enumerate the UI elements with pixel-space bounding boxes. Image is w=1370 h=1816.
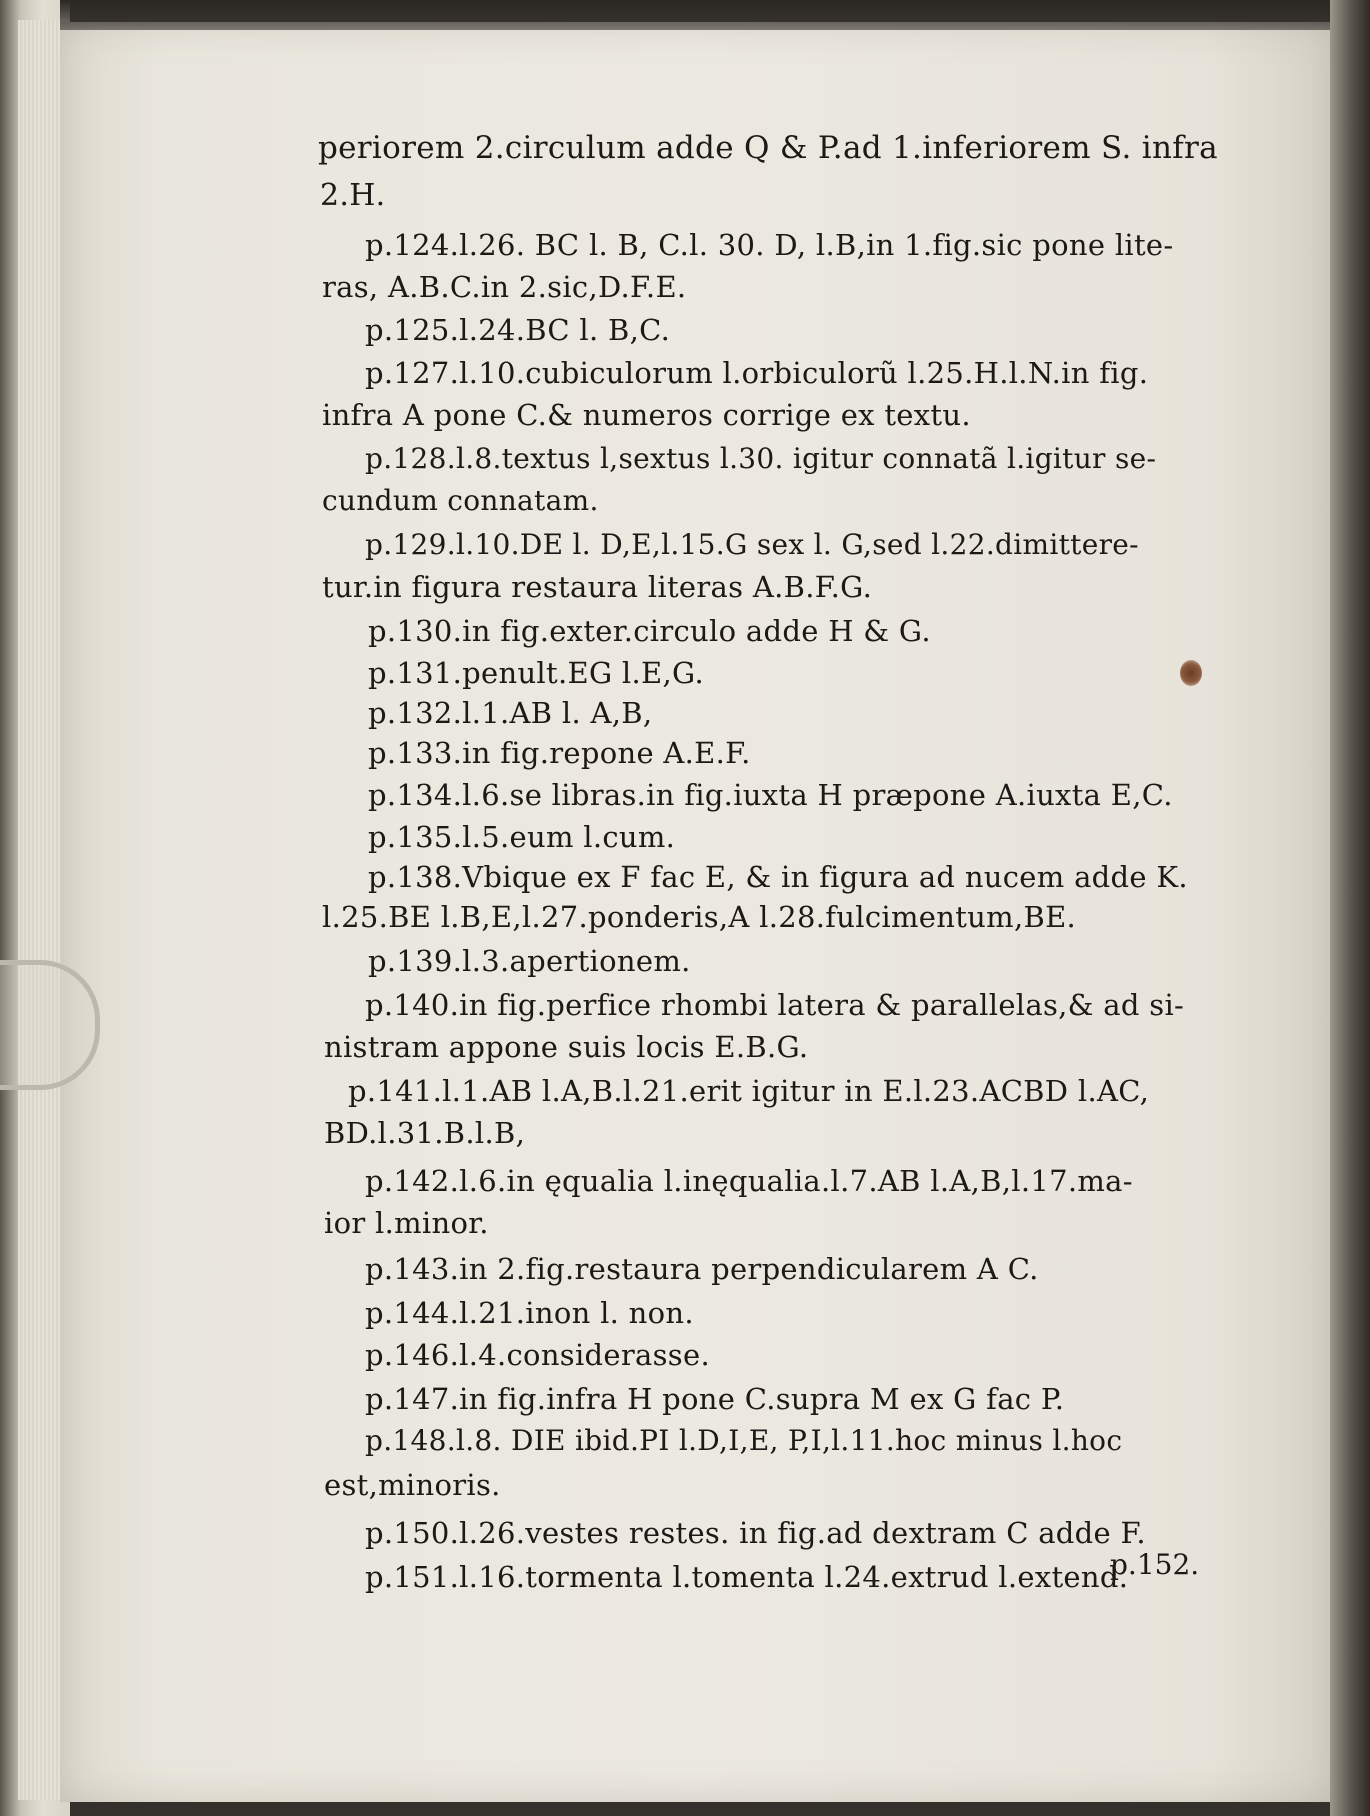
text-line: p.140.in fig.perfice rhombi latera & parallelas,& ad si-: [365, 988, 1185, 1022]
text-line: p.143.in 2.fig.restaura perpendicularem A C.: [365, 1252, 1039, 1286]
text-line: p.128.l.8.textus l,sextus l.30. igitur connatã l.igitur se-: [365, 442, 1157, 475]
text-line: p.151.l.16.tormenta l.tomenta l.24.extrud l.extend.: [365, 1560, 1129, 1594]
text-line: l.25.BE l.B,E,l.27.ponderis,A l.28.fulcimentum,BE.: [322, 900, 1077, 934]
text-line: p.147.in fig.infra H pone C.supra M ex G fac P.: [365, 1382, 1065, 1416]
text-line: p.125.l.24.BC l. B,C.: [365, 313, 671, 347]
text-line: p.138.Vbique ex F fac E, & in figura ad nucem adde K.: [368, 860, 1188, 894]
text-line: p.127.l.10.cubiculorum l.orbiculorũ l.25.H.l.N.in fig.: [365, 356, 1149, 390]
text-line: p.144.l.21.inon l. non.: [365, 1296, 694, 1330]
text-line: BD.l.31.B.l.B,: [324, 1116, 526, 1150]
text-line: ras, A.B.C.in 2.sic,D.F.E.: [322, 270, 687, 304]
text-line: tur.in figura restaura literas A.B.F.G.: [322, 570, 873, 604]
text-line: p.150.l.26.vestes restes. in fig.ad dextram C adde F.: [365, 1516, 1146, 1550]
text-line: p.148.l.8. DIE ibid.PI l.D,I,E, P,I,l.11.hoc minus l.hoc: [365, 1424, 1123, 1457]
text-line: p.146.l.4.considerasse.: [365, 1338, 710, 1372]
text-line: nistram appone suis locis E.B.G.: [324, 1030, 809, 1064]
text-line: infra A pone C.& numeros corrige ex textu.: [322, 398, 971, 432]
top-shadow: [60, 0, 1370, 30]
text-line: 2.H.: [320, 178, 386, 213]
ink-stain: [1180, 660, 1202, 686]
text-line: p.142.l.6.in ęqualia l.inęqualia.l.7.AB l.A,B,l.17.ma-: [365, 1164, 1133, 1198]
page-edge-right: [1330, 0, 1370, 1816]
text-line: p.135.l.5.eum l.cum.: [368, 820, 676, 854]
text-line: p.131.penult.EG l.E,G.: [368, 656, 704, 690]
text-line: p.124.l.26. BC l. B, C.l. 30. D, l.B,in 1.fig.sic pone lite-: [365, 228, 1174, 262]
text-line: cundum connatam.: [322, 484, 599, 517]
text-line: p.141.l.1.AB l.A,B.l.21.erit igitur in E.l.23.ACBD l.AC,: [348, 1074, 1150, 1108]
catchword: p.152.: [1110, 1548, 1200, 1581]
text-line: p.132.l.1.AB l. A,B,: [368, 696, 653, 730]
text-line: periorem 2.circulum adde Q & P.ad 1.inferiorem S. infra: [318, 130, 1218, 166]
text-line: p.133.in fig.repone A.E.F.: [368, 736, 751, 770]
text-line: p.134.l.6.se libras.in fig.iuxta H præpone A.iuxta E,C.: [368, 778, 1173, 812]
text-line: est,minoris.: [324, 1468, 501, 1502]
text-line: ior l.minor.: [324, 1206, 489, 1240]
text-line: p.130.in fig.exter.circulo adde H & G.: [368, 614, 931, 648]
text-line: p.139.l.3.apertionem.: [368, 944, 691, 978]
text-line: p.129.l.10.DE l. D,E,l.15.G sex l. G,sed l.22.dimittere-: [365, 528, 1139, 561]
